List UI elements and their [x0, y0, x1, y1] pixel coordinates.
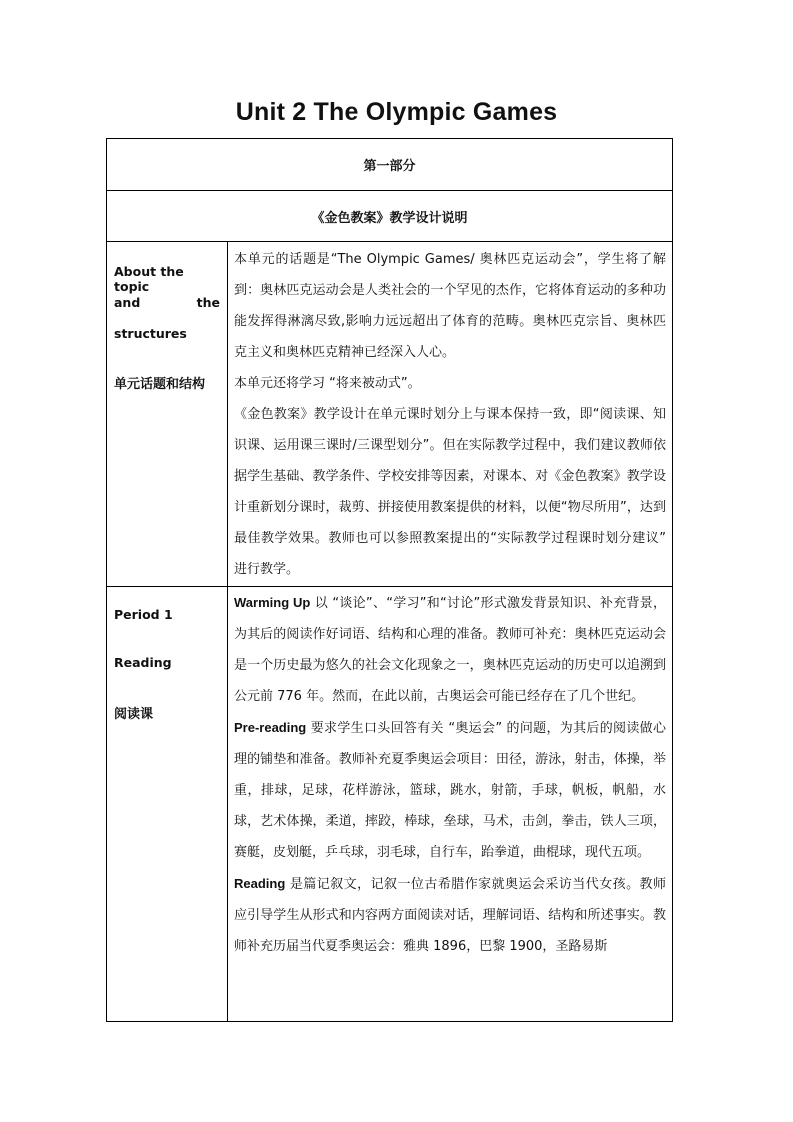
document-title: Unit 2 The Olympic Games [235, 98, 558, 126]
period-label-line2: Reading [114, 655, 172, 670]
period-label-cell [107, 587, 228, 1021]
pre-reading-paragraph [234, 712, 666, 868]
warming-up-keyword: Warming Up [234, 595, 311, 610]
topic-label-cell [107, 242, 228, 586]
warming-up-paragraph [234, 587, 666, 712]
topic-label-line3: structures [114, 326, 187, 341]
period-label-chinese: 阅读课 [114, 707, 154, 722]
topic-paragraph: 本单元的话题是“The Olympic Games/ 奥林匹克运动会”，学生将了解到：奥林匹克运动会是人类社会的一个罕见的杰作，它将体育运动的多种功能发挥得淋漓尽致,影响力远远超出了体育的范畴。奥林匹克宗旨、奥林匹克主义和奥林匹克精神已经深入人心。 [234, 252, 666, 360]
pre-reading-keyword: Pre-reading [234, 720, 307, 735]
reading-text: 是篇记叙文，记叙一位古希腊作家就奥运会采访当代女孩。教师应引导学生从形式和内容两方面阅读对话，理解词语、结构和所述事实。教师补充历届当代夏季奥运会：雅典 1896，巴黎 1900，圣路易斯 [234, 877, 666, 954]
lesson-design-table [106, 138, 673, 1022]
warming-up-text: 以 “谈论”、“学习”和“讨论”形式激发背景知识、补充背景，为其后的阅读作好词语、结构和心理的准备。教师可补充：奥林匹克运动会是一个历史最为悠久的社会文化现象之一，奥林匹克运动的历史可以追溯到公元前 776 年。然而，在此以前，古奥运会可能已经存在了几个世纪。 [234, 596, 666, 704]
topic-label-chinese: 单元话题和结构 [114, 377, 206, 392]
reading-paragraph [234, 868, 666, 962]
section-header-row [107, 139, 672, 191]
design-header-row [107, 191, 672, 242]
section-header: 第一部分 [363, 159, 416, 174]
pre-reading-text: 要求学生口头回答有关 “奥运会” 的问题，为其后的阅读做心理的铺垫和准备。教师补充夏季奥运会项目：田径，游泳，射击，体操，举重，排球，足球，花样游泳，篮球，跳水，射箭，手球，帆板，帆船，水球，艺术体操，柔道，摔跤，棒球，垒球，马术，击剑，拳击，铁人三项，赛艇，皮划艇，乒乓球，羽毛球，自行车，跆拳道，曲棍球，现代五项。 [234, 721, 666, 860]
period-label-line1: Period 1 [114, 607, 173, 622]
topic-label-and: and [114, 295, 141, 310]
reading-keyword: Reading [234, 876, 286, 891]
topic-row [107, 242, 672, 587]
topic-content-cell [228, 242, 672, 586]
period-content-cell [228, 587, 672, 1021]
topic-paragraph: 本单元还将学习 “将来被动式”。 [234, 376, 421, 391]
design-header: 《金色教案》教学设计说明 [311, 210, 468, 226]
period-row [107, 587, 672, 1021]
topic-label-line2 [114, 295, 220, 310]
topic-paragraph: 《金色教案》教学设计在单元课时划分上与课本保持一致，即“阅读课、知识课、运用课三课时/三课型划分”。但在实际教学过程中，我们建议教师依据学生基础、教学条件、学校安排等因素，对课本、对《金色教案》教学设计重新划分课时，裁剪、拼接使用教案提供的材料，以便“物尽所用”，达到最佳教学效果。教师也可以参照教案提出的“实际教学过程课时划分建议” 进行教学。 [234, 407, 666, 577]
topic-label-the: the [196, 295, 220, 310]
topic-label-line1: About the topic [114, 264, 184, 294]
